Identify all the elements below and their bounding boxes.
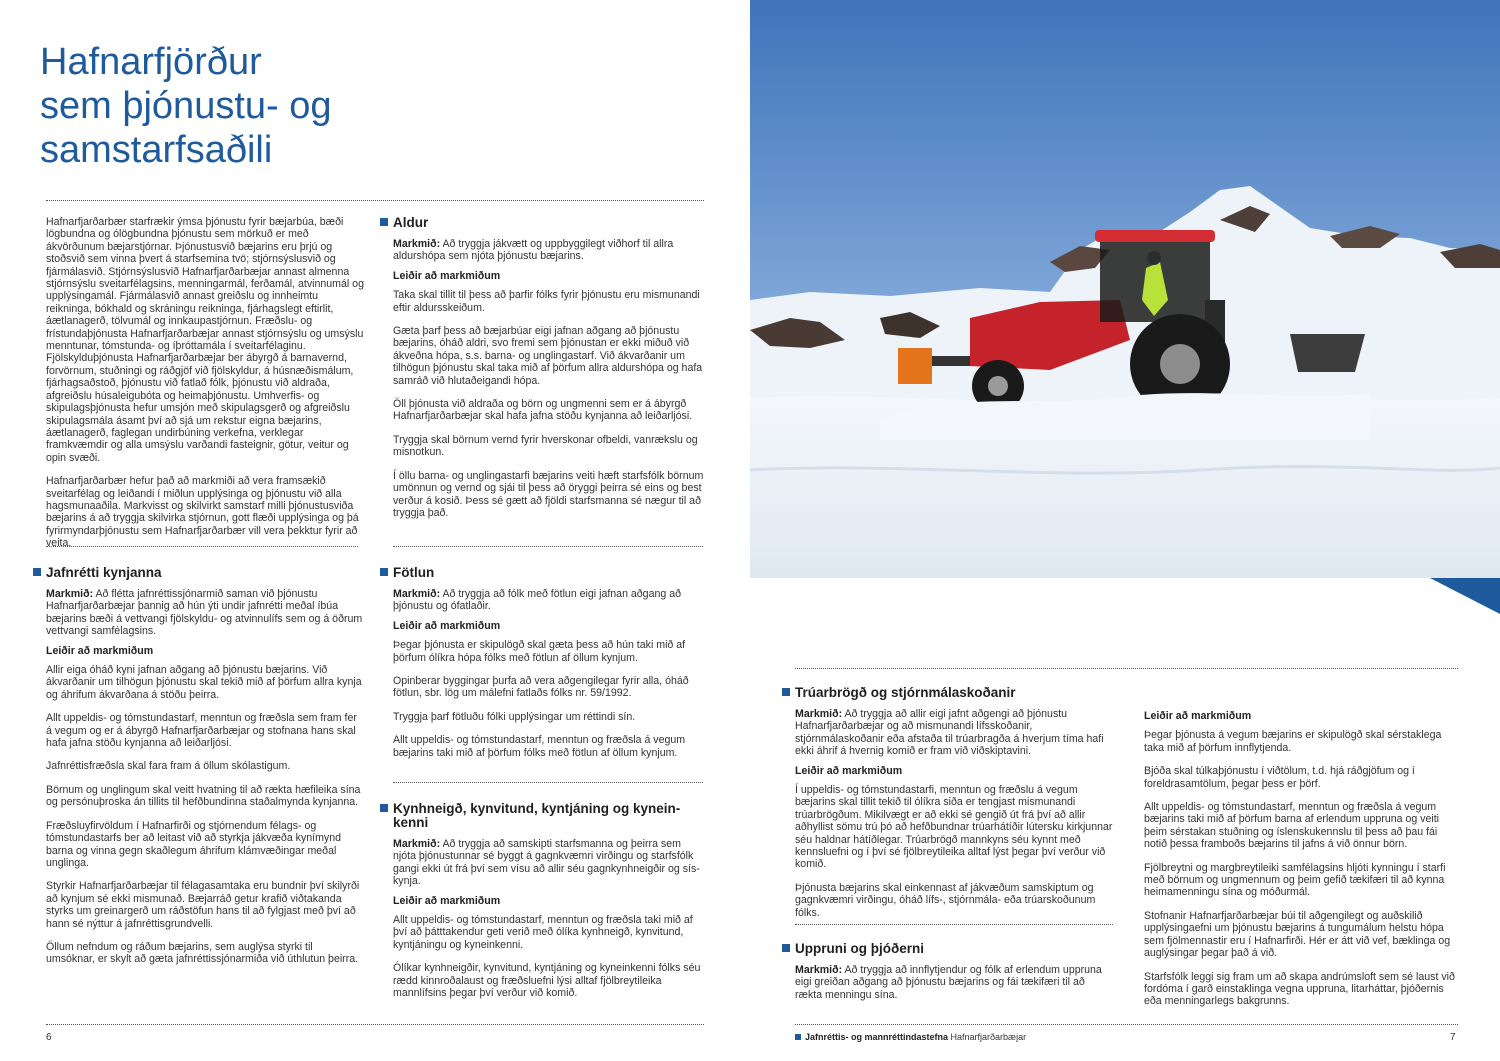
front-hub <box>988 376 1008 396</box>
front-linkage <box>932 356 972 366</box>
top-dotted-rule <box>795 668 1458 669</box>
section-dotted-rule <box>393 782 703 783</box>
body-paragraph: Tryggja skal börnum vernd fyrir hverskonar ofbeldi, vanrækslu og misnotkun. <box>393 433 698 459</box>
section-heading: Kynhneigð, kynvitund, kyntjáning og kynein- kenni <box>380 802 705 830</box>
section-jafnretti <box>46 566 364 977</box>
square-bullet-icon <box>795 1034 801 1040</box>
body-paragraph: Allt uppeldis- og tómstundastarf, menntun og fræðsla taki mið af því að þátttakendur geti verið með ólíka kynhneigð, kynvitund, kyntjáningu og kyneinkenni. <box>393 914 693 951</box>
section-dotted-rule <box>46 546 358 547</box>
body-paragraph: Allt uppeldis- og tómstundastarf, menntun og fræðsla á vegum bæjarins taki mið af þörfum barna af erlendum uppruna og veiti þeim sérstakan stuðning og íslenskukennslu til þess að þau fái notið þessa framboðs bæjarins til jafns á við önnur börn. <box>1144 801 1440 851</box>
blue-corner-triangle <box>1430 578 1500 618</box>
square-bullet-icon <box>380 804 388 812</box>
square-bullet-icon <box>782 688 790 696</box>
body-paragraph: Í uppeldis- og tómstundastarfi, menntun og fræðslu á vegum bæjarins skal tillit tekið til ólíkra siða er tengjast mismunandi trúarbrögðum. Mikilvægt er að ekki sé gengið út frá því að allir aðhyllist sömu trú þó að hefðbundnar trúarhátíðir lútersku kirkjunnar séu haldnar hátíðlegar. Trúarbrögð mannkyns séu kynnt með kennsluefni og í því sé fjölbreytileika alltaf lýst þegar því verður við komið. <box>795 784 1113 871</box>
square-bullet-icon <box>380 568 388 576</box>
footer-doc-title: Jafnréttis- og mannréttindastefna Hafnarfjarðarbæjar <box>795 1032 1026 1042</box>
body-paragraph: Þegar þjónusta á vegum bæjarins er skipulögð skal sérstaklega taka mið af þörfum innflytjenda. <box>1144 729 1442 754</box>
body-paragraph: Taka skal tillit til þess að þarfir fólks fyrir þjónustu eru mismunandi eftir aldursskeiðum. <box>393 289 700 314</box>
body-paragraph: Allt uppeldis- og tómstundastarf, menntun og fræðsla sem fram fer á vegum og er á ábyrgð Hafnarfjarðarbæjar og stofnana hans skal hafa jafna stöðu kynjanna að leiðarljósi. <box>46 712 357 750</box>
intro-section <box>46 216 364 561</box>
body-paragraph: Jafnréttisfræðsla skal fara fram á öllum skólastigum. <box>46 760 291 773</box>
page-title <box>40 40 332 172</box>
section-heading: Trúarbrögð og stjórnmálaskoðanir <box>782 686 1113 700</box>
section-heading: Jafnrétti kynjanna <box>33 566 364 580</box>
section-heading: Uppruni og þjóðerni <box>782 942 1113 956</box>
right-page <box>750 0 1500 1061</box>
section-dotted-rule <box>795 924 1113 925</box>
title-line: sem þjónustu- og <box>40 85 332 127</box>
tractor-snow-photo <box>750 0 1500 578</box>
body-paragraph: Öllum nefndum og ráðum bæjarins, sem auglýsa styrki til umsóknar, er skylt að gæta jafnréttissjónarmiða við úthlutun þeirra. <box>46 940 359 966</box>
section-fotlun <box>393 566 705 770</box>
goal-paragraph: Markmið: Að tryggja að fólk með fötlun eigi jafnan aðgang að þjónustu og ófatlaðir. <box>393 588 681 613</box>
rear-spreader <box>1290 334 1365 372</box>
body-paragraph: Börnum og unglingum skal veitt hvatning til að rækta hæfileika sína og persónuþroska án tillits til hefðbundinna staðalmynda kynjanna. <box>46 783 361 809</box>
goal-paragraph: Markmið: Að tryggja að innflytjendur og fólk af erlendum uppruna eigi greiðan aðgang að þjónustu bæjarins og fái tækifæri til að rækta menningu sína. <box>795 964 1102 1001</box>
section-kynhneigd <box>393 802 705 1010</box>
body-paragraph: Stofnanir Hafnarfjarðarbæjar búi til aðgengilegt og auðskilið upplýsingaefni um þjónustu bæjarins á tungumálum helstu hópa sem fjölmennastir eru í Hafnarfirði. Hér er átt við vef, bæklinga og auglýsingar þegar það á við. <box>1144 909 1451 960</box>
body-paragraph: Tryggja þarf fötluðu fólki upplýsingar um réttindi sín. <box>393 710 636 723</box>
section-uppruni-ways <box>1144 710 1458 1019</box>
snow-tractor-illustration <box>750 0 1500 578</box>
square-bullet-icon <box>380 218 388 226</box>
title-line: samstarfsaðili <box>40 129 273 171</box>
subheading-leidir: Leiðir að markmiðum <box>1144 710 1252 722</box>
body-paragraph: Opinberar byggingar þurfa að vera aðgengilegar fyrir alla, óháð fötlun, sbr. lög um málefni fatlaðs fólks nr. 59/1992. <box>393 675 689 700</box>
section-dotted-rule <box>393 546 703 547</box>
body-paragraph: Þegar þjónusta er skipulögð skal gæta þess að hún taki mið af þörfum ólíkra hópa fólks með fötlun af öllum kynjum. <box>393 639 686 664</box>
section-heading: Fötlun <box>380 566 705 580</box>
body-paragraph: Ólíkar kynhneigðir, kynvitund, kyntjáning og kyneinkenni fólks séu rædd kinnroðalaust og fræðsluefni lýsi alltaf fjölbreytileika mannlífsins þegar því verður við komið. <box>393 962 701 1000</box>
body-paragraph: Fræðsluyfirvöldum í Hafnarfirði og stjórnendum félags- og tómstundastarfs ber að leitast við að styrkja jákvæða kynímynd barna og vinna gegn skaðlegum áhrifum klámvæðingar meðal unglinga. <box>46 819 341 869</box>
body-paragraph: Þjónusta bæjarins skal einkennast af jákvæðum samskiptum og gagnkvæmri virðingu, óháð lífs-, stjórnmála- eða trúarskoðunum fólks. <box>795 881 1096 919</box>
section-aldur <box>393 216 705 530</box>
page-number: 6 <box>46 1032 52 1043</box>
rear-hub <box>1160 344 1200 384</box>
top-dotted-rule <box>46 200 704 201</box>
bottom-dotted-rule <box>46 1024 704 1025</box>
cab-roof <box>1095 230 1215 242</box>
goal-paragraph: Markmið: Að tryggja að allir eigi jafnt aðgengi að þjónustu Hafnarfjarðarbæjar og að mismunandi lífsskoðanir, stjórnmálaskoðanir eða afstaða til trúarbragða á hverjum tíma hafi ekki áhrif á hvernig komið er fram við viðskiptavini. <box>795 708 1104 758</box>
body-paragraph: Gæta þarf þess að bæjarbúar eigi jafnan aðgang að þjónustu bæjarins, óháð aldri, svo fremi sem þjónustan er ekki miðuð við ákveðna hópa, s.s. barna- og unglingastarf. Við ákvarðanir um tilhögun þjónustu skal taka mið af þörfum allra aldurshópa og hafa samráð við hlutaðeigandi hópa. <box>393 325 703 387</box>
intro-paragraph: Hafnarfjarðarbær starfrækir ýmsa þjónustu fyrir bæjarbúa, bæði lögbundna og ólögbundna þjónustu sem mörkuð er með ákvörðunum bæjarstjórnar. Þjónustusvið bæjarins eru þrjú og stoðsvið sem vinna þvert á starfsemina tvö; stjórnsýslusvið og fjármálasvið. Stjórnsýslusvið Hafnarfjarðarbæjar annast almenna stjórnsýslu sveitarfélagsins, menningarmál, ferðamál, atvinnumál og upplýsingamál. Fjármálasvið annast greiðslu og innheimtu reikninga, bókhald og skráningu reikninga, fjárhagslegt eftirlit, áætlanagerð, tölvumál og innkaupastjórnun. Fræðslu- og frístundaþjónusta Hafnarfjarðarbæjar annast stjórnsýslu og umsýslu menntunar, tómstunda- og íþróttamála í sveitarfélaginu. Fjölskylduþjónusta Hafnarfjarðarbæjar ber ábyrgð á barnavernd, forvörnum, stuðningi og ráðgjöf við fjölskyldur, á húsnæðismálum, fjárhagsaðstoð, þjónustu við fatlað fólk, þjónustu við aldraða, afgreiðslu húsaleigubóta og heimaþjónustu. Umhverfis- og skipulagsþjónusta hefur umsjón með skipulagsgerð og afgreiðslu skipulagsmála ásamt því að sjá um rekstur eigna bæjarins, áætlanagerð, faglegan undirbúning verkefna, verklegar framkvæmdir og alla umsýslu varðandi fasteignir, götur, veitur og opin svæði. <box>46 216 364 464</box>
section-heading: Aldur <box>380 216 705 230</box>
page-number: 7 <box>1450 1032 1456 1043</box>
bottom-dotted-rule <box>795 1024 1458 1025</box>
body-paragraph: Starfsfólk leggi sig fram um að skapa andrúmsloft sem sé laust við fordóma í garð einstaklinga vegna uppruna, litarháttar, þjóðernis eða menningarlegs bakgrunns. <box>1144 970 1455 1008</box>
body-paragraph: Fjölbreytni og margbreytileiki samfélagsins hljóti kynningu í starfi með börnum og ungmennum og þeim gefið tækifæri til að kynna heimamenningu sína og móðurmál. <box>1144 861 1446 899</box>
body-paragraph: Allt uppeldis- og tómstundastarf, menntun og fræðsla á vegum bæjarins taki mið af þörfum fólks með fötlun af öllum kynjum. <box>393 734 686 759</box>
subheading-leidir: Leiðir að markmiðum <box>393 894 501 907</box>
body-paragraph: Allir eiga óháð kyni jafnan aðgang að þjónustu bæjarins. Við ákvarðanir um tilhögun þjónustu skal tekið mið af þörfum allra kynja og áhrifum ákvarðana á stöðu þeirra. <box>46 664 362 701</box>
driver-helmet <box>1147 251 1161 265</box>
goal-paragraph: Markmið: Að tryggja að samskipti starfsmanna og þeirra sem njóta þjónustunnar sé byggt á gagnkvæmri virðingu og starfsfólk gangi ekki út frá því sem vísu að allir séu gagnkynhneigðir og sís-kynja. <box>393 838 700 888</box>
subheading-leidir: Leiðir að markmiðum <box>393 269 501 282</box>
body-paragraph: Öll þjónusta við aldraða og börn og ungmenni sem er á ábyrgð Hafnarfjarðarbæjar skal hafa jafna stöðu kynjanna að leiðarljósi. <box>393 398 693 423</box>
body-paragraph: Styrkir Hafnarfjarðarbæjar til félagasamtaka eru bundnir því skilyrði að kynjum sé ekki mismunað. Bæjarráð getur krafið viðtakanda styrks um greinargerð um ráðstöfun hans til að fylgjast með því að hann sé nýttur á jafnréttisgrundvelli. <box>46 880 360 930</box>
goal-paragraph: Markmið: Að tryggja jákvætt og uppbyggilegt viðhorf til allra aldurshópa sem njóta þjónustu bæjarins. <box>393 238 674 263</box>
subheading-leidir: Leiðir að markmiðum <box>46 644 154 657</box>
subheading-leidir: Leiðir að markmiðum <box>795 764 903 777</box>
intro-paragraph: Hafnarfjarðarbær hefur það að markmiði að vera framsækið sveitarfélag og leiðandi í miðlun upplýsinga og þjónustu við alla hagsmunaaðila. Markvisst og skilvirkt samstarf milli þjónustusviða bæjarins á að tryggja skilvirka stjórnun, gott flæði upplýsinga og þá fyrirmyndarþjónustu sem Hafnarfjarðarbær vill vera þekktur fyrir að veita. <box>46 475 359 550</box>
subheading-leidir: Leiðir að markmiðum <box>393 619 501 632</box>
goal-paragraph: Markmið: Að flétta jafnréttissjónarmið saman við þjónustu Hafnarfjarðarbæjar þannig að hún ýti undir jafnrétti meðal íbúa bæjarins bæði á vettvangi fjölskyldu- og atvinnulífs sem og á öðrum vettvangi samfélagsins. <box>46 588 363 638</box>
body-paragraph: Bjóða skal túlkaþjónustu í viðtölum, t.d. hjá ráðgjöfum og í foreldrasamtölum, þegar þess er þörf. <box>1144 765 1415 790</box>
section-uppruni <box>795 942 1113 1008</box>
square-bullet-icon <box>782 944 790 952</box>
body-paragraph: Í öllu barna- og unglingastarfi bæjarins veiti hæft starfsfólk börnum umönnun og vernd og sjái til þess að öryggi þeirra sé eins og best verður á kosið. Þess sé gætt að fjöldi starfsmanna sé nægur til að tryggja það. <box>393 469 704 519</box>
square-bullet-icon <box>33 568 41 576</box>
snow-blade <box>898 348 932 384</box>
section-truarbrogd <box>795 686 1113 930</box>
title-line: Hafnarfjörður <box>40 41 262 83</box>
